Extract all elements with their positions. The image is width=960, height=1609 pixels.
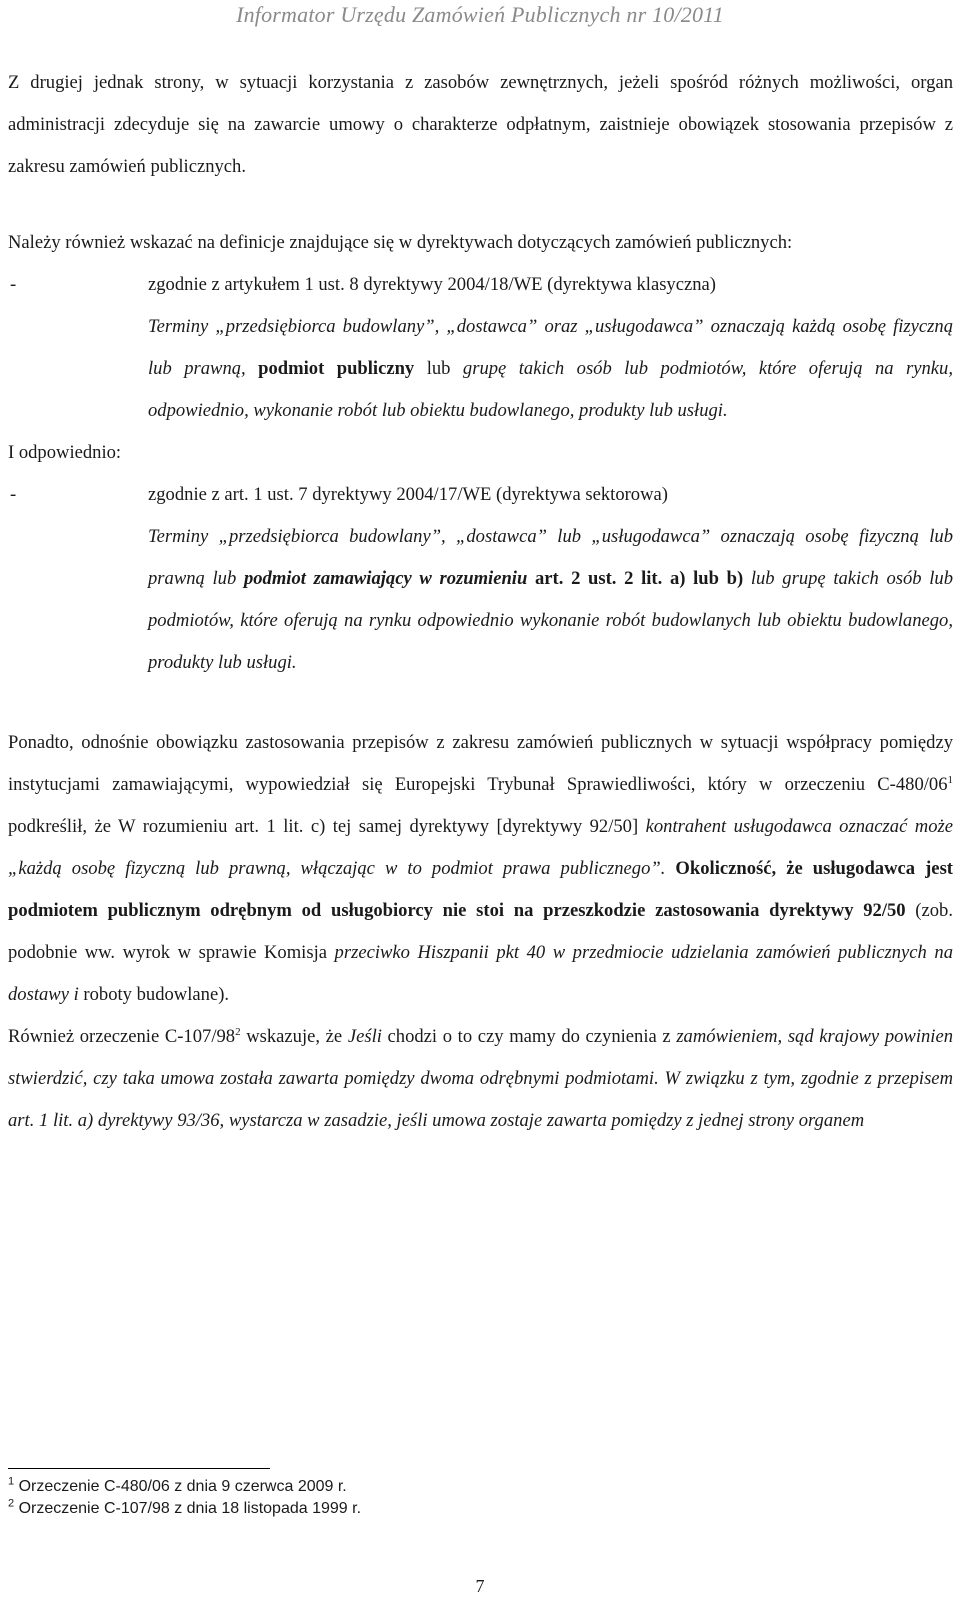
paragraph-3: I odpowiednio:	[8, 442, 122, 463]
document-body	[8, 62, 953, 1142]
list-item	[8, 474, 953, 684]
footnote: $^2$ Orzeczenie C-107/98 z dnia 18 listopada 1999 r.	[8, 1497, 362, 1517]
definition-quote: Terminy „przedsiębiorca budowlany”, „dostawca” oraz „usługodawca” oznaczają każdą osobę fizyczną lub prawną, podmiot publiczny lub grupę takich osób lub podmiotów, które oferują na rynku, odpowiednio, wykonanie robót lub obiektu budowlanego, produkty lub usługi.	[148, 316, 953, 421]
footnote-divider	[8, 1468, 270, 1469]
paragraph-5: Również orzeczenie $C-107/98^2$ wskazuje, że Jeśli chodzi o to czy mamy do czynienia z zamówieniem, sąd krajowy powinien stwierdzić, czy taka umowa została zawarta pomiędzy dwoma odrębnymi podmiotami. W związku z tym, zgodnie z przepisem art. 1 lit. a) dyrektywy 93/36, wystarcza w zasadzie, jeśli umowa zostaje zawarta pomiędzy z jednej strony organem	[8, 1025, 953, 1131]
paragraph-4: Ponadto, odnośnie obowiązku zastosowania przepisów z zakresu zamówień publicznych w sytuacji współpracy pomiędzy instytucjami zamawiającymi, wypowiedział się Europejski Trybunał Sprawiedliwości, który w orzeczeniu $C-480/06^1$ podkreślił, że W rozumieniu art. 1 lit. c) tej samej dyrektywy [dyrektywy 92/50] kontrahent usługodawca oznaczać może „każdą osobę fizyczną lub prawną, włączając w to podmiot prawa publicznego”. Okoliczność, że usługodawca jest podmiotem publicznym odrębnym od usługobiorcy nie stoi na przeszkodzie zastosowania dyrektywy 92/50 (zob. podobnie ww. wyrok w sprawie Komisja przeciwko Hiszpanii pkt 40 w przedmiocie udzielania zamówień publicznych na dostawy i roboty budowlane).	[8, 732, 953, 1005]
list-item-intro: zgodnie z art. 1 ust. 7 dyrektywy 2004/17/WE (dyrektywa sektorowa)	[148, 484, 668, 505]
definition-quote: Terminy „przedsiębiorca budowlany”, „dostawca” lub „usługodawca” oznaczają osobę fizyczną lub prawną lub podmiot zamawiający w rozumieniu art. 2 ust. 2 lit. a) lub b) lub grupę takich osób lub podmiotów, które oferują na rynku odpowiednio wykonanie robót budowlanych lub obiektu budowlanego, produkty lub usługi.	[148, 526, 954, 673]
running-header: Informator Urzędu Zamówień Publicznych nr 10/2011	[236, 2, 724, 27]
list-item-intro: zgodnie z artykułem 1 ust. 8 dyrektywy 2004/18/WE (dyrektywa klasyczna)	[148, 274, 716, 295]
footnote: $^1$ Orzeczenie C-480/06 z dnia 9 czerwca 2009 r.	[8, 1475, 347, 1495]
footnotes	[8, 1476, 948, 1520]
paragraph-1: Z drugiej jednak strony, w sytuacji korzystania z zasobów zewnętrznych, jeżeli spośród różnych możliwości, organ administracji zdecyduje się na zawarcie umowy o charakterze odpłatnym, zaistnieje obowiązek stosowania przepisów z zakresu zamówień publicznych.	[8, 72, 953, 177]
list-dash: -	[10, 484, 17, 505]
page-number: 7	[475, 1576, 485, 1596]
paragraph-2: Należy również wskazać na definicje znajdujące się w dyrektywach dotyczących zamówień publicznych:	[8, 232, 793, 253]
list-dash: -	[10, 274, 17, 295]
list-item	[8, 264, 953, 432]
